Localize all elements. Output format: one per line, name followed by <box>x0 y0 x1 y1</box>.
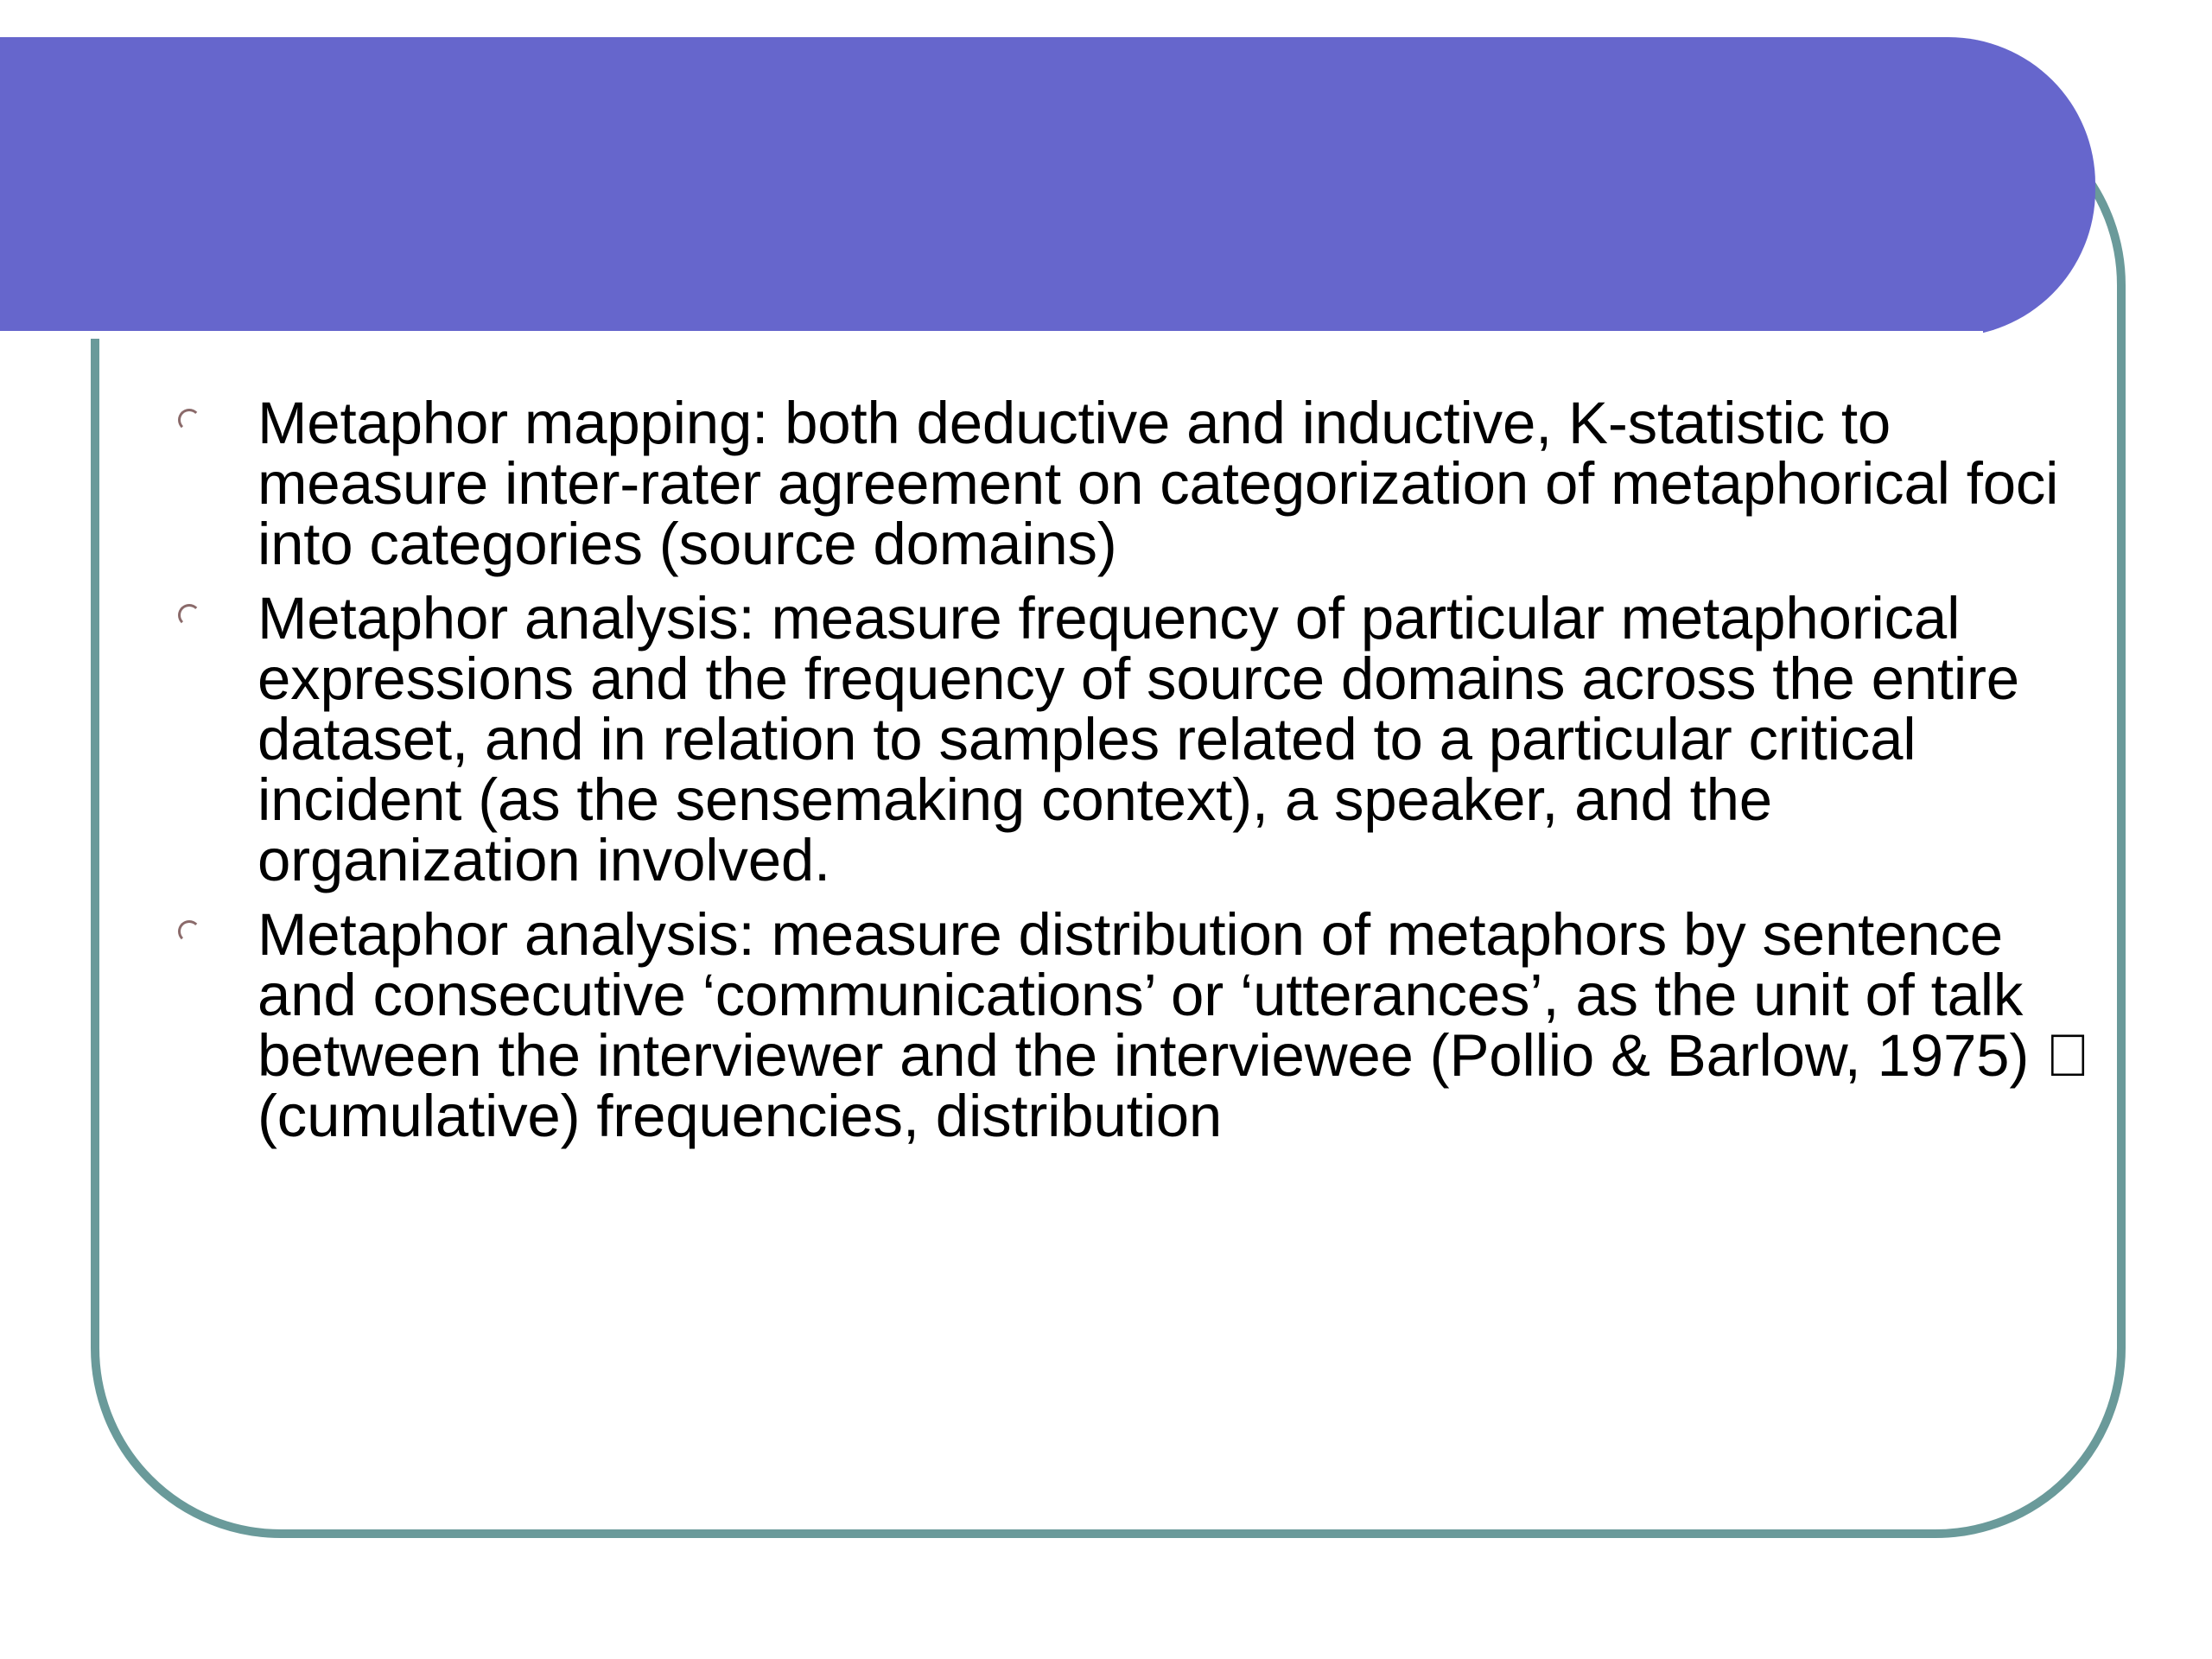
bullet-item-frequency <box>171 585 2098 893</box>
bullet-text: Metaphor analysis: measure frequency of particular metaphorical expressions and the frequency of source domains across the entire dataset, and in relation to samples related to a particular critical incident (as the sensemaking context), a speaker, and the organization involved. <box>257 585 2019 893</box>
bullet-item-distribution <box>171 901 2098 1149</box>
bullet-text: Metaphor analysis: measure distribution of metaphors by sentence and consecutive ‘communications’ or ‘utterances’, as the unit of talk between the interviewer and the interviewee (Pollio & Barlow, 1975) (cumulative) frequencies, distribution <box>257 901 2030 1149</box>
bullet-text: Metaphor mapping: both deductive and inductive, K-statistic to measure inter-rater agreement on categorization of metaphorical foci into categories (source domains) <box>257 390 2059 577</box>
bullet-icon <box>178 409 200 431</box>
bullet-list <box>171 390 2098 1160</box>
bullet-item-mapping <box>171 390 2098 577</box>
title-banner <box>0 37 2095 337</box>
banner-divider <box>0 331 1983 339</box>
bullet-icon <box>178 604 200 626</box>
bullet-icon <box>178 920 200 943</box>
